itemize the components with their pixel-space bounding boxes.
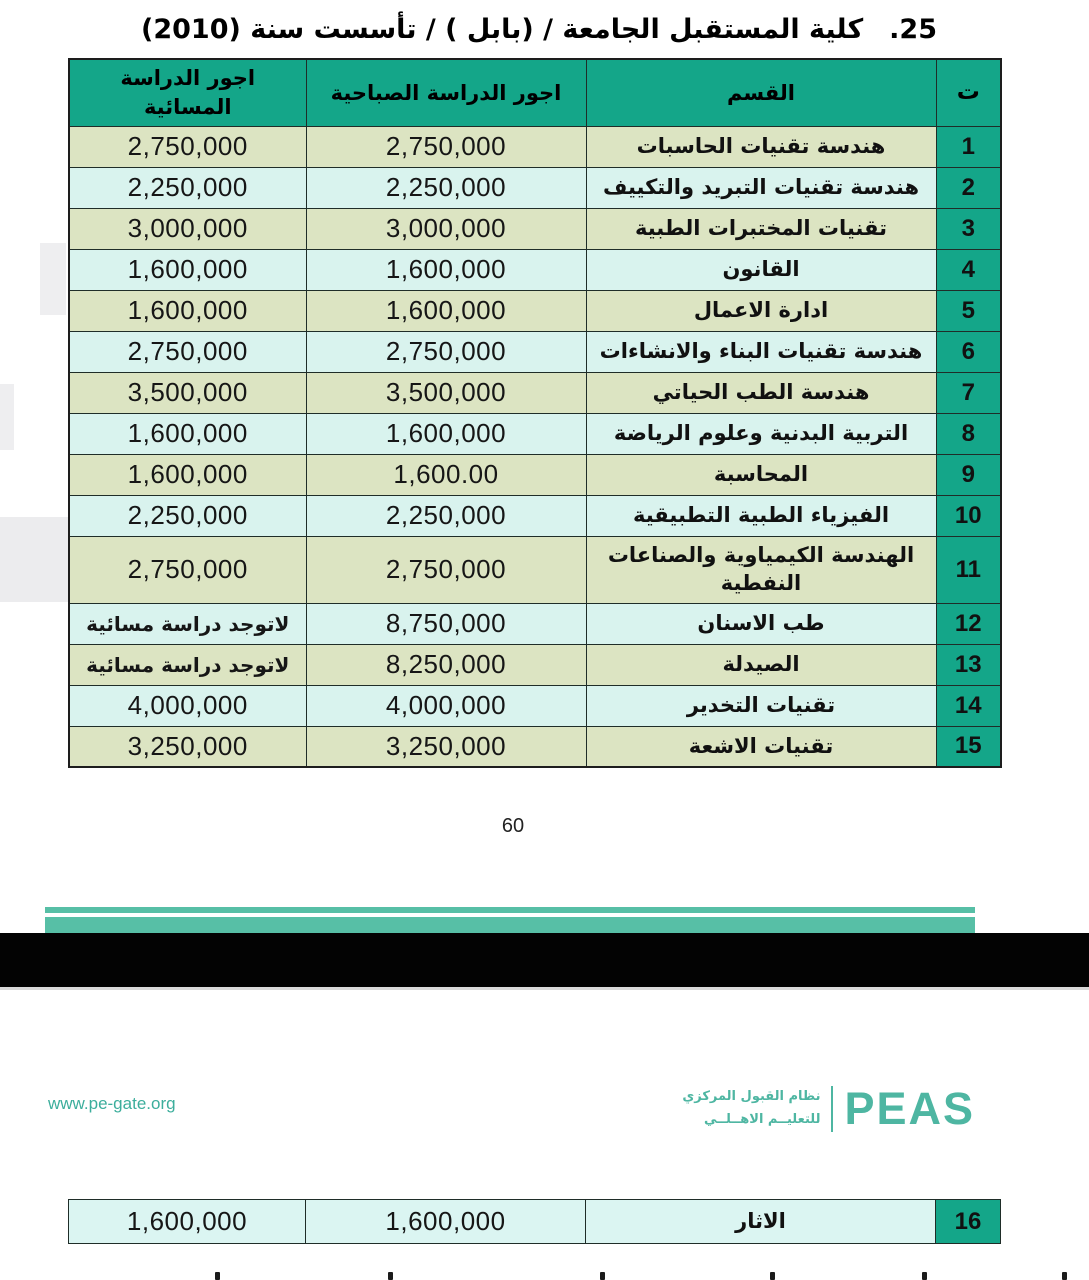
table-row — [69, 126, 1001, 167]
evening-fee: 2,750,000 — [69, 126, 306, 167]
evening-fee: 1,600,000 — [69, 1200, 306, 1244]
morning-fee: 1,600.00 — [306, 454, 586, 495]
row-index: 11 — [936, 536, 1001, 603]
page-number: 60 — [501, 815, 525, 837]
row-index: 15 — [936, 726, 1001, 767]
row-index: 14 — [936, 685, 1001, 726]
row-index: 13 — [936, 644, 1001, 685]
department-name: تقنيات المختبرات الطبية — [586, 208, 936, 249]
department-name: هندسة تقنيات الحاسبات — [586, 126, 936, 167]
cutoff-text-fragment — [600, 1272, 605, 1280]
header-department: القسم — [586, 59, 936, 126]
evening-fee: 1,600,000 — [69, 249, 306, 290]
table-row — [69, 1200, 1001, 1244]
teal-stripe — [45, 917, 975, 933]
morning-fee: 2,750,000 — [306, 331, 586, 372]
header-morning-fees: اجور الدراسة الصباحية — [306, 59, 586, 126]
table-row — [69, 454, 1001, 495]
department-name: الاثار — [586, 1200, 936, 1244]
row-index: 3 — [936, 208, 1001, 249]
row-index: 5 — [936, 290, 1001, 331]
department-name: القانون — [586, 249, 936, 290]
table-row — [69, 290, 1001, 331]
cutoff-text-fragment — [388, 1272, 393, 1280]
table-row — [69, 495, 1001, 536]
table-row — [69, 726, 1001, 767]
fees-table — [68, 58, 1002, 768]
cutoff-text-fragment — [215, 1272, 220, 1280]
row-index: 6 — [936, 331, 1001, 372]
morning-fee: 3,250,000 — [306, 726, 586, 767]
scan-artifact — [40, 243, 66, 315]
morning-fee: 3,500,000 — [306, 372, 586, 413]
evening-fee: 3,000,000 — [69, 208, 306, 249]
morning-fee: 1,600,000 — [306, 413, 586, 454]
peas-logo — [682, 1083, 975, 1135]
row-index: 12 — [936, 603, 1001, 644]
department-name: هندسة تقنيات التبريد والتكييف — [586, 167, 936, 208]
table-row — [69, 536, 1001, 603]
footer-website-link[interactable]: www.pe-gate.org — [48, 1094, 176, 1113]
logo-tagline-line1: نظام القبول المركزي — [682, 1089, 821, 1105]
morning-fee: 3,000,000 — [306, 208, 586, 249]
table-header-row — [69, 59, 1001, 126]
row-index: 2 — [936, 167, 1001, 208]
morning-fee: 4,000,000 — [306, 685, 586, 726]
department-name: الصيدلة — [586, 644, 936, 685]
evening-fee: 1,600,000 — [69, 454, 306, 495]
evening-fee: 1,600,000 — [69, 290, 306, 331]
table-row — [69, 372, 1001, 413]
page-title — [141, 14, 937, 45]
row-index: 1 — [936, 126, 1001, 167]
cutoff-text-fragment — [770, 1272, 775, 1280]
header-evening-fees: اجور الدراسة المسائية — [69, 59, 306, 126]
morning-fee: 2,250,000 — [306, 167, 586, 208]
table-row — [69, 603, 1001, 644]
redacted-black-bar — [0, 933, 1089, 990]
department-name: الفيزياء الطبية التطبيقية — [586, 495, 936, 536]
header-index: ت — [936, 59, 1001, 126]
row-index: 8 — [936, 413, 1001, 454]
logo-tagline-line2: للتعليــم الاهــلــي — [704, 1112, 821, 1127]
table-row — [69, 685, 1001, 726]
morning-fee: 1,600,000 — [306, 249, 586, 290]
evening-fee: لاتوجد دراسة مسائية — [69, 644, 306, 685]
title-text: كلية المستقبل الجامعة / (بابل ) / تأسست سنة (2010) — [140, 14, 864, 45]
department-name: التربية البدنية وعلوم الرياضة — [586, 413, 936, 454]
title-number: 25. — [889, 14, 937, 45]
row-index: 9 — [936, 454, 1001, 495]
department-name: هندسة الطب الحياتي — [586, 372, 936, 413]
evening-fee: لاتوجد دراسة مسائية — [69, 603, 306, 644]
row-index: 16 — [936, 1200, 1001, 1244]
morning-fee: 2,750,000 — [306, 126, 586, 167]
cutoff-text-fragment — [922, 1272, 927, 1280]
teal-stripe — [45, 907, 975, 913]
evening-fee: 3,500,000 — [69, 372, 306, 413]
table-row — [69, 208, 1001, 249]
table-row — [69, 644, 1001, 685]
department-name: تقنيات التخدير — [586, 685, 936, 726]
morning-fee: 2,750,000 — [306, 536, 586, 603]
department-name: ادارة الاعمال — [586, 290, 936, 331]
evening-fee: 2,250,000 — [69, 495, 306, 536]
morning-fee: 8,250,000 — [306, 644, 586, 685]
evening-fee: 1,600,000 — [69, 413, 306, 454]
row-index: 7 — [936, 372, 1001, 413]
row-index: 4 — [936, 249, 1001, 290]
evening-fee: 3,250,000 — [69, 726, 306, 767]
department-name: تقنيات الاشعة — [586, 726, 936, 767]
table-row — [69, 413, 1001, 454]
logo-divider — [831, 1086, 833, 1132]
logo-tagline — [682, 1086, 820, 1132]
evening-fee: 2,750,000 — [69, 536, 306, 603]
table-row — [69, 249, 1001, 290]
evening-fee: 2,250,000 — [69, 167, 306, 208]
department-name: طب الاسنان — [586, 603, 936, 644]
cutoff-text-fragment — [1062, 1272, 1067, 1280]
scan-artifact — [0, 517, 68, 602]
table-row — [69, 331, 1001, 372]
table-row — [69, 167, 1001, 208]
row-index: 10 — [936, 495, 1001, 536]
morning-fee: 1,600,000 — [306, 290, 586, 331]
evening-fee: 2,750,000 — [69, 331, 306, 372]
morning-fee: 8,750,000 — [306, 603, 586, 644]
department-name: المحاسبة — [586, 454, 936, 495]
department-name: هندسة تقنيات البناء والانشاءات — [586, 331, 936, 372]
fees-table-continued — [68, 1199, 1001, 1244]
morning-fee: 1,600,000 — [306, 1200, 586, 1244]
evening-fee: 4,000,000 — [69, 685, 306, 726]
department-name: الهندسة الكيمياوية والصناعات النفطية — [586, 536, 936, 603]
scan-artifact — [0, 384, 14, 450]
logo-wordmark: PEAS — [844, 1083, 975, 1134]
morning-fee: 2,250,000 — [306, 495, 586, 536]
